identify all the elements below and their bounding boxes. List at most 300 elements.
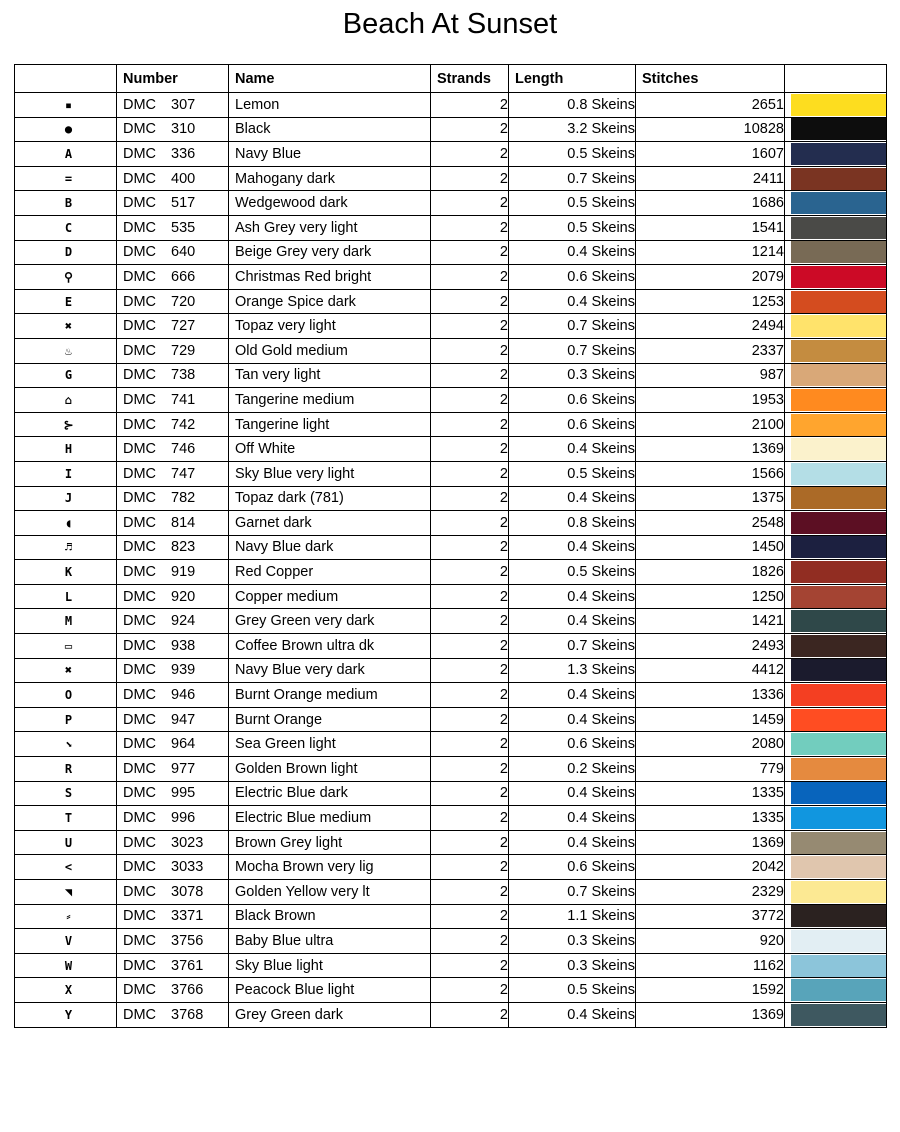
thread-number: [117, 707, 229, 732]
thread-code: 946: [171, 687, 196, 704]
thread-code: 814: [171, 514, 196, 531]
table-row: [15, 412, 887, 437]
symbol-icon: ✖: [15, 314, 117, 339]
stitches-value: 1592: [636, 978, 785, 1003]
symbol-icon: ⊱: [15, 412, 117, 437]
strands-value: 2: [431, 732, 509, 757]
stitches-value: 1421: [636, 609, 785, 634]
table-row: [15, 757, 887, 782]
table-row: [15, 437, 887, 462]
strands-value: 2: [431, 880, 509, 905]
thread-name: Black: [229, 117, 431, 142]
symbol-icon: <: [15, 855, 117, 880]
strands-value: 2: [431, 314, 509, 339]
thread-code: 517: [171, 195, 196, 212]
thread-number: [117, 93, 229, 118]
color-swatch-cell: [785, 953, 887, 978]
color-swatch: [791, 414, 886, 436]
strands-value: 2: [431, 117, 509, 142]
symbol-icon: B: [15, 191, 117, 216]
thread-name: Grey Green dark: [229, 1002, 431, 1027]
table-row: [15, 142, 887, 167]
strands-value: 2: [431, 166, 509, 191]
thread-number: [117, 757, 229, 782]
thread-code: 3023: [171, 834, 204, 851]
header-row: [15, 65, 887, 93]
table-row: [15, 338, 887, 363]
thread-prefix: DMC: [123, 982, 157, 999]
color-swatch: [791, 94, 886, 116]
stitches-value: 1369: [636, 830, 785, 855]
color-swatch: [791, 561, 886, 583]
thread-prefix: DMC: [123, 687, 157, 704]
thread-number: [117, 732, 229, 757]
length-value: 0.5 Skeins: [509, 461, 636, 486]
header-color: [785, 65, 887, 93]
thread-code: 310: [171, 121, 196, 138]
stitches-value: 1369: [636, 437, 785, 462]
header-stitches: Stitches: [636, 65, 785, 93]
thread-name: Christmas Red bright: [229, 265, 431, 290]
color-swatch: [791, 536, 886, 558]
color-swatch: [791, 930, 886, 952]
symbol-icon: O: [15, 683, 117, 708]
color-swatch: [791, 733, 886, 755]
color-swatch: [791, 610, 886, 632]
strands-value: 2: [431, 215, 509, 240]
color-swatch: [791, 118, 886, 140]
thread-code: 996: [171, 810, 196, 827]
table-row: [15, 191, 887, 216]
stitches-value: 1369: [636, 1002, 785, 1027]
symbol-icon: D: [15, 240, 117, 265]
symbol-icon: ⌂: [15, 388, 117, 413]
thread-code: 741: [171, 391, 196, 408]
thread-prefix: DMC: [123, 244, 157, 261]
thread-number: [117, 166, 229, 191]
color-swatch-cell: [785, 240, 887, 265]
color-swatch: [791, 463, 886, 485]
thread-name: Sea Green light: [229, 732, 431, 757]
thread-code: 3756: [171, 932, 204, 949]
thread-prefix: DMC: [123, 834, 157, 851]
thread-prefix: DMC: [123, 760, 157, 777]
color-swatch: [791, 635, 886, 657]
color-swatch: [791, 684, 886, 706]
thread-number: [117, 412, 229, 437]
thread-name: Electric Blue medium: [229, 806, 431, 831]
table-row: [15, 93, 887, 118]
thread-prefix: DMC: [123, 932, 157, 949]
header-number: Number: [117, 65, 229, 93]
color-swatch-cell: [785, 634, 887, 659]
color-swatch: [791, 168, 886, 190]
table-row: [15, 560, 887, 585]
table-row: [15, 240, 887, 265]
thread-name: Black Brown: [229, 904, 431, 929]
thread-code: 746: [171, 441, 196, 458]
thread-prefix: DMC: [123, 1006, 157, 1023]
thread-prefix: DMC: [123, 883, 157, 900]
page-title: Beach At Sunset: [342, 8, 558, 40]
color-swatch-cell: [785, 412, 887, 437]
length-value: 0.7 Skeins: [509, 338, 636, 363]
stitches-value: 2100: [636, 412, 785, 437]
stitches-value: 1336: [636, 683, 785, 708]
length-value: 0.8 Skeins: [509, 511, 636, 536]
color-swatch-cell: [785, 166, 887, 191]
thread-prefix: DMC: [123, 465, 157, 482]
thread-number: [117, 240, 229, 265]
header-name: Name: [229, 65, 431, 93]
thread-number: [117, 142, 229, 167]
thread-name: Tan very light: [229, 363, 431, 388]
length-value: 0.6 Skeins: [509, 855, 636, 880]
length-value: 0.6 Skeins: [509, 265, 636, 290]
length-value: 0.3 Skeins: [509, 363, 636, 388]
strands-value: 2: [431, 978, 509, 1003]
thread-prefix: DMC: [123, 441, 157, 458]
thread-code: 729: [171, 342, 196, 359]
thread-name: Beige Grey very dark: [229, 240, 431, 265]
color-swatch: [791, 291, 886, 313]
table-row: [15, 904, 887, 929]
table-row: [15, 978, 887, 1003]
thread-prefix: DMC: [123, 293, 157, 310]
thread-code: 720: [171, 293, 196, 310]
strands-value: 2: [431, 953, 509, 978]
table-row: [15, 609, 887, 634]
thread-prefix: DMC: [123, 810, 157, 827]
color-swatch-cell: [785, 265, 887, 290]
symbol-icon: C: [15, 215, 117, 240]
table-row: [15, 953, 887, 978]
thread-name: Peacock Blue light: [229, 978, 431, 1003]
strands-value: 2: [431, 830, 509, 855]
thread-name: Ash Grey very light: [229, 215, 431, 240]
thread-prefix: DMC: [123, 219, 157, 236]
thread-legend-table: [14, 64, 887, 1028]
thread-number: [117, 806, 229, 831]
table-row: [15, 929, 887, 954]
color-swatch: [791, 438, 886, 460]
thread-number: [117, 1002, 229, 1027]
color-swatch-cell: [785, 781, 887, 806]
thread-prefix: DMC: [123, 318, 157, 335]
strands-value: 2: [431, 412, 509, 437]
stitches-value: 2411: [636, 166, 785, 191]
thread-number: [117, 461, 229, 486]
thread-name: Copper medium: [229, 584, 431, 609]
length-value: 0.4 Skeins: [509, 1002, 636, 1027]
strands-value: 2: [431, 93, 509, 118]
stitches-value: 10828: [636, 117, 785, 142]
thread-name: Mahogany dark: [229, 166, 431, 191]
thread-number: [117, 904, 229, 929]
color-swatch: [791, 266, 886, 288]
thread-name: Sky Blue very light: [229, 461, 431, 486]
length-value: 0.4 Skeins: [509, 535, 636, 560]
color-swatch-cell: [785, 363, 887, 388]
thread-prefix: DMC: [123, 539, 157, 556]
color-swatch-cell: [785, 584, 887, 609]
table-row: [15, 314, 887, 339]
length-value: 0.4 Skeins: [509, 683, 636, 708]
strands-value: 2: [431, 707, 509, 732]
symbol-icon: ▪: [15, 93, 117, 118]
thread-number: [117, 560, 229, 585]
thread-code: 535: [171, 219, 196, 236]
thread-prefix: DMC: [123, 711, 157, 728]
thread-name: Baby Blue ultra: [229, 929, 431, 954]
stitches-value: 2494: [636, 314, 785, 339]
length-value: 3.2 Skeins: [509, 117, 636, 142]
strands-value: 2: [431, 806, 509, 831]
stitches-value: 4412: [636, 658, 785, 683]
thread-code: 920: [171, 588, 196, 605]
thread-prefix: DMC: [123, 514, 157, 531]
stitches-value: 1607: [636, 142, 785, 167]
length-value: 0.4 Skeins: [509, 486, 636, 511]
table-row: [15, 535, 887, 560]
color-swatch: [791, 315, 886, 337]
strands-value: 2: [431, 904, 509, 929]
length-value: 0.4 Skeins: [509, 289, 636, 314]
thread-prefix: DMC: [123, 736, 157, 753]
thread-code: 995: [171, 785, 196, 802]
thread-prefix: DMC: [123, 490, 157, 507]
thread-number: [117, 265, 229, 290]
symbol-icon: ⚲: [15, 265, 117, 290]
thread-code: 977: [171, 760, 196, 777]
strands-value: 2: [431, 265, 509, 290]
color-swatch-cell: [785, 388, 887, 413]
table-row: [15, 388, 887, 413]
thread-name: Mocha Brown very lig: [229, 855, 431, 880]
table-row: [15, 363, 887, 388]
thread-number: [117, 363, 229, 388]
stitches-value: 1375: [636, 486, 785, 511]
length-value: 0.6 Skeins: [509, 732, 636, 757]
symbol-icon: ✖: [15, 658, 117, 683]
symbol-icon: E: [15, 289, 117, 314]
thread-code: 782: [171, 490, 196, 507]
length-value: 0.4 Skeins: [509, 609, 636, 634]
table-row: [15, 511, 887, 536]
color-swatch-cell: [785, 757, 887, 782]
stitches-value: 2493: [636, 634, 785, 659]
thread-name: Grey Green very dark: [229, 609, 431, 634]
strands-value: 2: [431, 240, 509, 265]
thread-name: Lemon: [229, 93, 431, 118]
length-value: 0.4 Skeins: [509, 781, 636, 806]
thread-number: [117, 830, 229, 855]
thread-prefix: DMC: [123, 613, 157, 630]
thread-code: 3078: [171, 883, 204, 900]
strands-value: 2: [431, 486, 509, 511]
strands-value: 2: [431, 338, 509, 363]
thread-prefix: DMC: [123, 416, 157, 433]
color-swatch: [791, 659, 886, 681]
color-swatch: [791, 364, 886, 386]
symbol-icon: ⸗: [15, 904, 117, 929]
color-swatch-cell: [785, 904, 887, 929]
thread-prefix: DMC: [123, 342, 157, 359]
color-swatch-cell: [785, 437, 887, 462]
color-swatch-cell: [785, 535, 887, 560]
symbol-icon: X: [15, 978, 117, 1003]
symbol-icon: J: [15, 486, 117, 511]
table-row: [15, 880, 887, 905]
table-row: [15, 461, 887, 486]
stitches-value: 2080: [636, 732, 785, 757]
stitches-value: 1253: [636, 289, 785, 314]
thread-number: [117, 953, 229, 978]
table-row: [15, 117, 887, 142]
thread-prefix: DMC: [123, 268, 157, 285]
color-swatch: [791, 758, 886, 780]
table-row: [15, 707, 887, 732]
color-swatch: [791, 856, 886, 878]
table-row: [15, 732, 887, 757]
table-row: [15, 855, 887, 880]
thread-code: 3766: [171, 982, 204, 999]
color-swatch-cell: [785, 191, 887, 216]
color-swatch: [791, 389, 886, 411]
length-value: 0.5 Skeins: [509, 191, 636, 216]
length-value: 0.5 Skeins: [509, 560, 636, 585]
color-swatch-cell: [785, 461, 887, 486]
length-value: 0.5 Skeins: [509, 978, 636, 1003]
table-row: [15, 683, 887, 708]
stitches-value: 1566: [636, 461, 785, 486]
thread-number: [117, 609, 229, 634]
strands-value: 2: [431, 929, 509, 954]
color-swatch: [791, 832, 886, 854]
symbol-icon: =: [15, 166, 117, 191]
color-swatch-cell: [785, 855, 887, 880]
symbol-icon: P: [15, 707, 117, 732]
thread-code: 919: [171, 564, 196, 581]
symbol-icon: L: [15, 584, 117, 609]
symbol-icon: ◖: [15, 511, 117, 536]
color-swatch: [791, 143, 886, 165]
thread-number: [117, 338, 229, 363]
color-swatch-cell: [785, 560, 887, 585]
header-symbol: [15, 65, 117, 93]
thread-prefix: DMC: [123, 564, 157, 581]
length-value: 0.6 Skeins: [509, 388, 636, 413]
thread-number: [117, 880, 229, 905]
thread-prefix: DMC: [123, 96, 157, 113]
thread-name: Navy Blue dark: [229, 535, 431, 560]
table-row: [15, 215, 887, 240]
length-value: 0.4 Skeins: [509, 584, 636, 609]
thread-prefix: DMC: [123, 662, 157, 679]
color-swatch-cell: [785, 289, 887, 314]
stitches-value: 1250: [636, 584, 785, 609]
thread-code: 939: [171, 662, 196, 679]
stitches-value: 2329: [636, 880, 785, 905]
symbol-icon: S: [15, 781, 117, 806]
thread-prefix: DMC: [123, 637, 157, 654]
thread-name: Off White: [229, 437, 431, 462]
thread-prefix: DMC: [123, 908, 157, 925]
strands-value: 2: [431, 535, 509, 560]
length-value: 0.8 Skeins: [509, 93, 636, 118]
color-swatch: [791, 807, 886, 829]
thread-name: Red Copper: [229, 560, 431, 585]
length-value: 0.6 Skeins: [509, 412, 636, 437]
color-swatch-cell: [785, 732, 887, 757]
table-row: [15, 1002, 887, 1027]
length-value: 0.7 Skeins: [509, 634, 636, 659]
color-swatch: [791, 782, 886, 804]
thread-number: [117, 314, 229, 339]
color-swatch-cell: [785, 142, 887, 167]
thread-number: [117, 978, 229, 1003]
color-swatch: [791, 192, 886, 214]
thread-prefix: DMC: [123, 170, 157, 187]
color-swatch-cell: [785, 683, 887, 708]
stitches-value: 1162: [636, 953, 785, 978]
thread-code: 3033: [171, 859, 204, 876]
color-swatch-cell: [785, 511, 887, 536]
color-swatch: [791, 241, 886, 263]
strands-value: 2: [431, 757, 509, 782]
stitches-value: 1335: [636, 781, 785, 806]
symbol-icon: T: [15, 806, 117, 831]
length-value: 0.4 Skeins: [509, 830, 636, 855]
symbol-icon: A: [15, 142, 117, 167]
length-value: 0.5 Skeins: [509, 215, 636, 240]
symbol-icon: H: [15, 437, 117, 462]
thread-code: 738: [171, 367, 196, 384]
length-value: 0.7 Skeins: [509, 314, 636, 339]
symbol-icon: Y: [15, 1002, 117, 1027]
thread-prefix: DMC: [123, 588, 157, 605]
stitches-value: 779: [636, 757, 785, 782]
thread-number: [117, 437, 229, 462]
stitches-value: 1541: [636, 215, 785, 240]
color-swatch-cell: [785, 609, 887, 634]
length-value: 0.7 Skeins: [509, 880, 636, 905]
color-swatch: [791, 586, 886, 608]
color-swatch-cell: [785, 658, 887, 683]
strands-value: 2: [431, 191, 509, 216]
color-swatch-cell: [785, 929, 887, 954]
thread-number: [117, 658, 229, 683]
thread-name: Navy Blue very dark: [229, 658, 431, 683]
thread-number: [117, 535, 229, 560]
color-swatch-cell: [785, 314, 887, 339]
thread-code: 964: [171, 736, 196, 753]
strands-value: 2: [431, 289, 509, 314]
thread-prefix: DMC: [123, 195, 157, 212]
thread-code: 727: [171, 318, 196, 335]
length-value: 0.3 Skeins: [509, 929, 636, 954]
thread-number: [117, 191, 229, 216]
thread-name: Golden Yellow very lt: [229, 880, 431, 905]
thread-name: Orange Spice dark: [229, 289, 431, 314]
color-swatch-cell: [785, 93, 887, 118]
thread-code: 3761: [171, 957, 204, 974]
color-swatch-cell: [785, 707, 887, 732]
thread-code: 336: [171, 145, 196, 162]
thread-name: Tangerine light: [229, 412, 431, 437]
strands-value: 2: [431, 658, 509, 683]
thread-prefix: DMC: [123, 957, 157, 974]
